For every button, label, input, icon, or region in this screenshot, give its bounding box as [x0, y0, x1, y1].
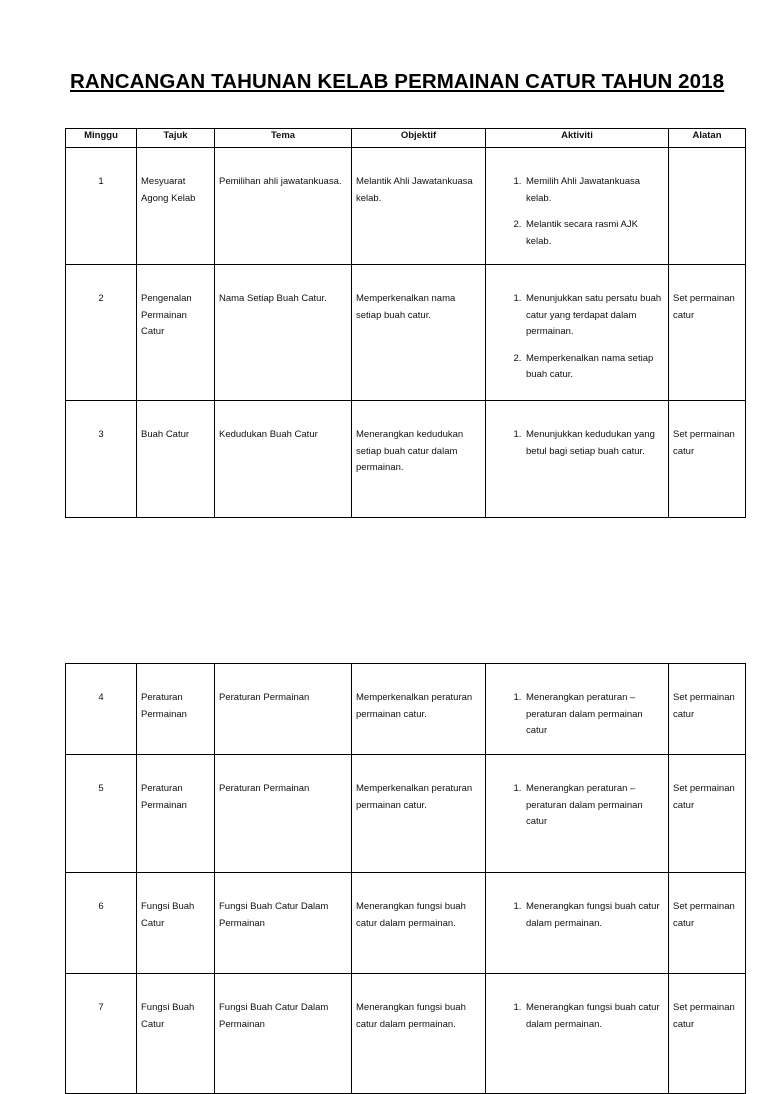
- cell-alatan: Set permainan catur: [673, 293, 735, 321]
- activity-item: 1. Menerangkan fungsi buah catur dalam permainan.: [524, 1000, 664, 1033]
- table-header-row: [66, 129, 746, 148]
- table-row: [66, 401, 746, 518]
- activity-item: 1. Menunjukkan kedudukan yang betul bagi setiap buah catur.: [524, 427, 664, 460]
- cell-objektif: Memperkenalkan peraturan permainan catur.: [356, 692, 473, 720]
- activity-item: 2. Melantik secara rasmi AJK kelab.: [524, 217, 664, 250]
- cell-alatan: Set permainan catur: [673, 1002, 735, 1030]
- cell-objektif: Melantik Ahli Jawatankuasa kelab.: [356, 176, 473, 204]
- table-row: [66, 974, 746, 1094]
- table-row: [66, 755, 746, 873]
- header-tajuk: Tajuk: [137, 129, 215, 148]
- activity-item: 1. Memilih Ahli Jawatankuasa kelab.: [524, 174, 664, 207]
- cell-tajuk: Buah Catur: [141, 429, 190, 440]
- cell-minggu: 6: [98, 901, 104, 912]
- activity-item: 1. Menerangkan fungsi buah catur dalam permainan.: [524, 899, 664, 932]
- cell-tema: Kedudukan Buah Catur: [219, 429, 318, 440]
- cell-objektif: Memperkenalkan peraturan permainan catur.: [356, 783, 473, 811]
- cell-tajuk: Fungsi Buah Catur: [141, 901, 195, 929]
- cell-tema: Fungsi Buah Catur Dalam Permainan: [219, 901, 329, 929]
- cell-alatan: Set permainan catur: [673, 783, 735, 811]
- cell-tema: Peraturan Permainan: [219, 692, 310, 703]
- cell-alatan: Set permainan catur: [673, 692, 735, 720]
- cell-tajuk: Peraturan Permainan: [141, 692, 187, 720]
- plan-table-page-1: [65, 128, 746, 518]
- cell-minggu: 4: [98, 692, 104, 703]
- header-aktiviti: Aktiviti: [486, 129, 669, 148]
- cell-minggu: 7: [98, 1002, 104, 1013]
- cell-tema: Pemilihan ahli jawatankuasa.: [219, 176, 342, 187]
- activity-list: [490, 291, 664, 384]
- cell-tajuk: Fungsi Buah Catur: [141, 1002, 195, 1030]
- cell-tema: Nama Setiap Buah Catur.: [219, 293, 327, 304]
- activity-item: 1. Menunjukkan satu persatu buah catur yang terdapat dalam permainan.: [524, 291, 664, 341]
- cell-tajuk: Mesyuarat Agong Kelab: [141, 176, 196, 204]
- table-row: [66, 873, 746, 974]
- cell-minggu: 5: [98, 783, 104, 794]
- table-row: [66, 148, 746, 265]
- cell-tajuk: Peraturan Permainan: [141, 783, 187, 811]
- activity-item: 2. Memperkenalkan nama setiap buah catur.: [524, 351, 664, 384]
- cell-alatan: Set permainan catur: [673, 429, 735, 457]
- activity-list: [490, 690, 664, 740]
- header-tema: Tema: [215, 129, 352, 148]
- cell-minggu: 2: [98, 293, 104, 304]
- header-minggu: Minggu: [66, 129, 137, 148]
- table-row: [66, 265, 746, 401]
- cell-minggu: 1: [98, 176, 104, 187]
- activity-list: [490, 899, 664, 932]
- cell-objektif: Menerangkan kedudukan setiap buah catur dalam permainan.: [356, 429, 464, 473]
- activity-list: [490, 427, 664, 460]
- activity-item: 1. Menerangkan peraturan – peraturan dalam permainan catur: [524, 690, 664, 740]
- document-title: RANCANGAN TAHUNAN KELAB PERMAINAN CATUR TAHUN 2018: [70, 70, 725, 93]
- activity-item: 1. Menerangkan peraturan – peraturan dalam permainan catur: [524, 781, 664, 831]
- cell-alatan: Set permainan catur: [673, 901, 735, 929]
- header-alatan: Alatan: [669, 129, 746, 148]
- cell-tajuk: Pengenalan Permainan Catur: [141, 293, 192, 337]
- cell-objektif: Menerangkan fungsi buah catur dalam permainan.: [356, 1002, 466, 1030]
- cell-objektif: Memperkenalkan nama setiap buah catur.: [356, 293, 456, 321]
- cell-tema: Fungsi Buah Catur Dalam Permainan: [219, 1002, 329, 1030]
- header-objektif: Objektif: [352, 129, 486, 148]
- table-row: [66, 664, 746, 755]
- cell-minggu: 3: [98, 429, 104, 440]
- cell-tema: Peraturan Permainan: [219, 783, 310, 794]
- cell-objektif: Menerangkan fungsi buah catur dalam permainan.: [356, 901, 466, 929]
- activity-list: [490, 174, 664, 250]
- activity-list: [490, 1000, 664, 1033]
- plan-table-page-2: [65, 663, 746, 1094]
- activity-list: [490, 781, 664, 831]
- cell-alatan: [673, 148, 741, 174]
